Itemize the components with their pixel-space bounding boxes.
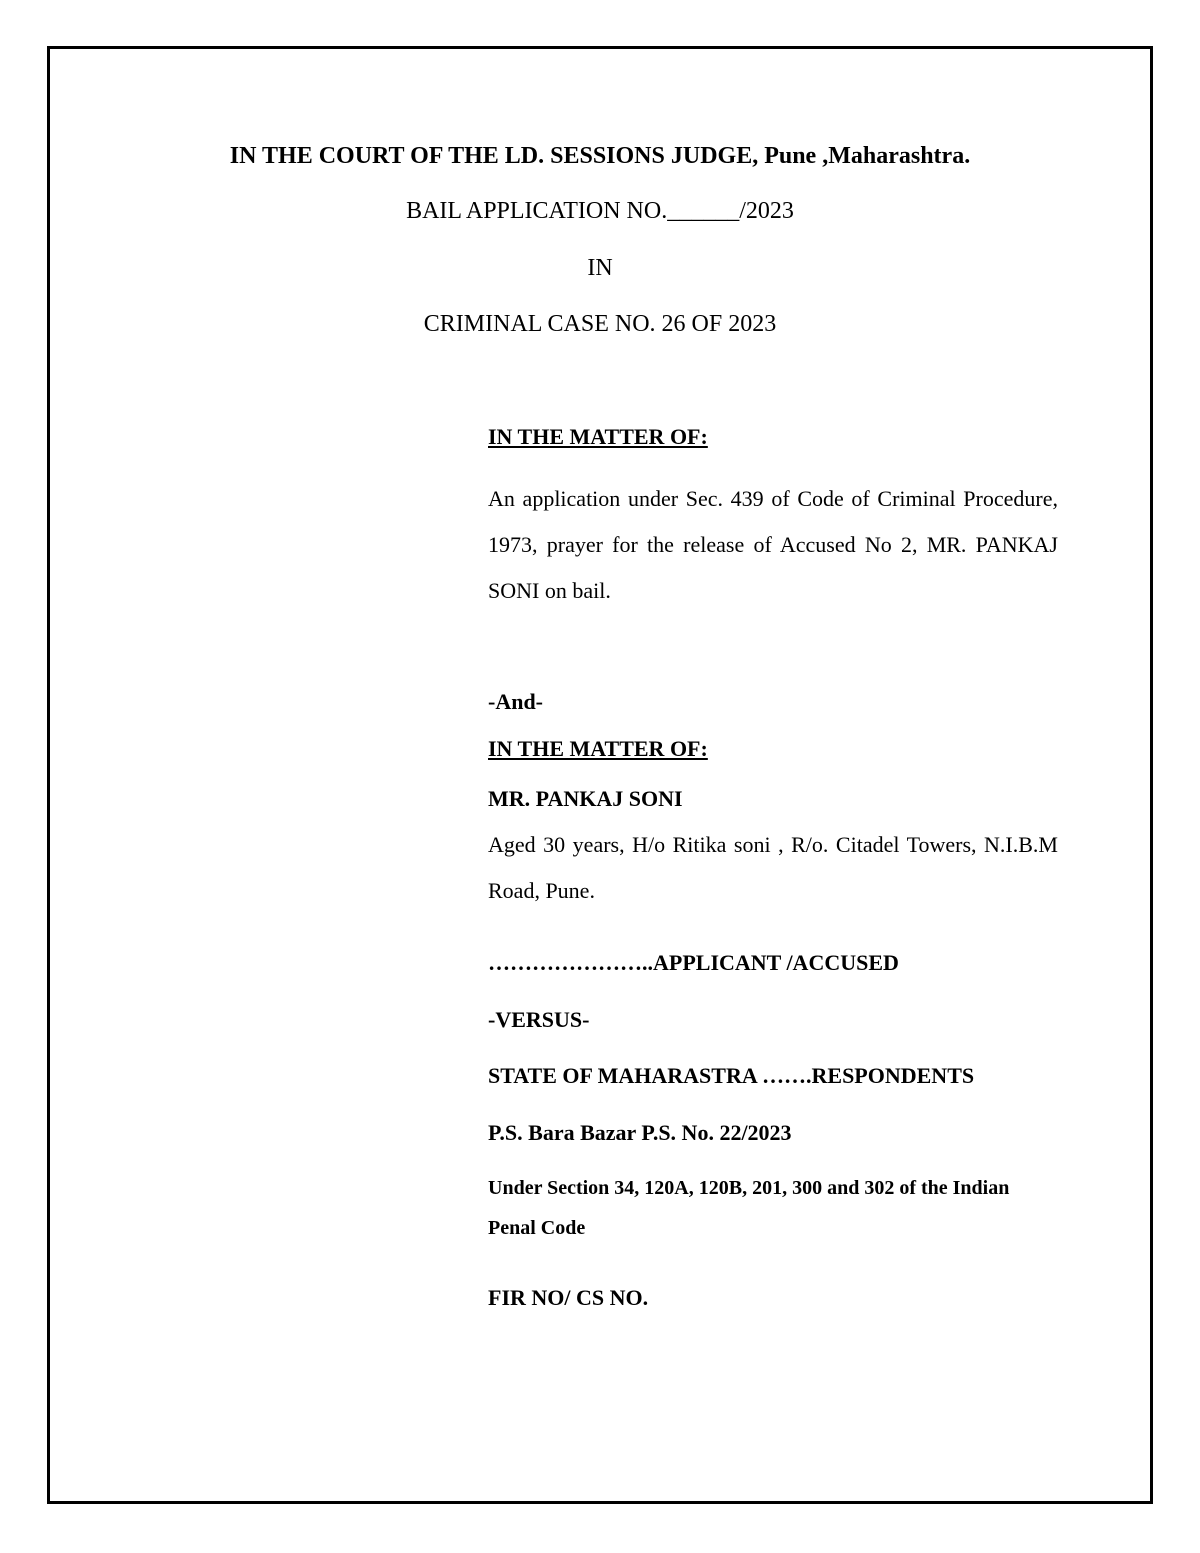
in-label: IN	[587, 255, 613, 281]
applicant-name: MR. PANKAJ SONI	[488, 786, 683, 811]
and-separator: -And-	[488, 689, 544, 714]
court-title: IN THE COURT OF THE LD. SESSIONS JUDGE, Pune ,Maharashtra.	[229, 143, 971, 169]
applicant-details: Aged 30 years, H/o Ritika soni , R/o. Citadel Towers, N.I.B.M Road, Pune.	[488, 832, 1058, 903]
penal-sections: Under Section 34, 120A, 120B, 201, 300 and 302 of the Indian Penal Code	[488, 1177, 1010, 1239]
respondent-line: STATE OF MAHARASTRA …….RESPONDENTS	[488, 1063, 975, 1088]
application-description: An application under Sec. 439 of Code of Criminal Procedure, 1973, prayer for the release of Accused No 2, MR. PANKAJ SONI on bail.	[488, 486, 1058, 603]
bail-application-number: BAIL APPLICATION NO.______/2023	[406, 198, 794, 224]
criminal-case-number: CRIMINAL CASE NO. 26 OF 2023	[423, 311, 777, 337]
versus-label: -VERSUS-	[488, 1007, 590, 1032]
matter-heading-first: IN THE MATTER OF:	[488, 424, 708, 449]
police-station: P.S. Bara Bazar P.S. No. 22/2023	[488, 1120, 792, 1145]
fir-number: FIR NO/ CS NO.	[488, 1285, 649, 1310]
applicant-role: …………………..APPLICANT /ACCUSED	[488, 950, 899, 975]
matter-heading-second: IN THE MATTER OF:	[488, 736, 708, 761]
